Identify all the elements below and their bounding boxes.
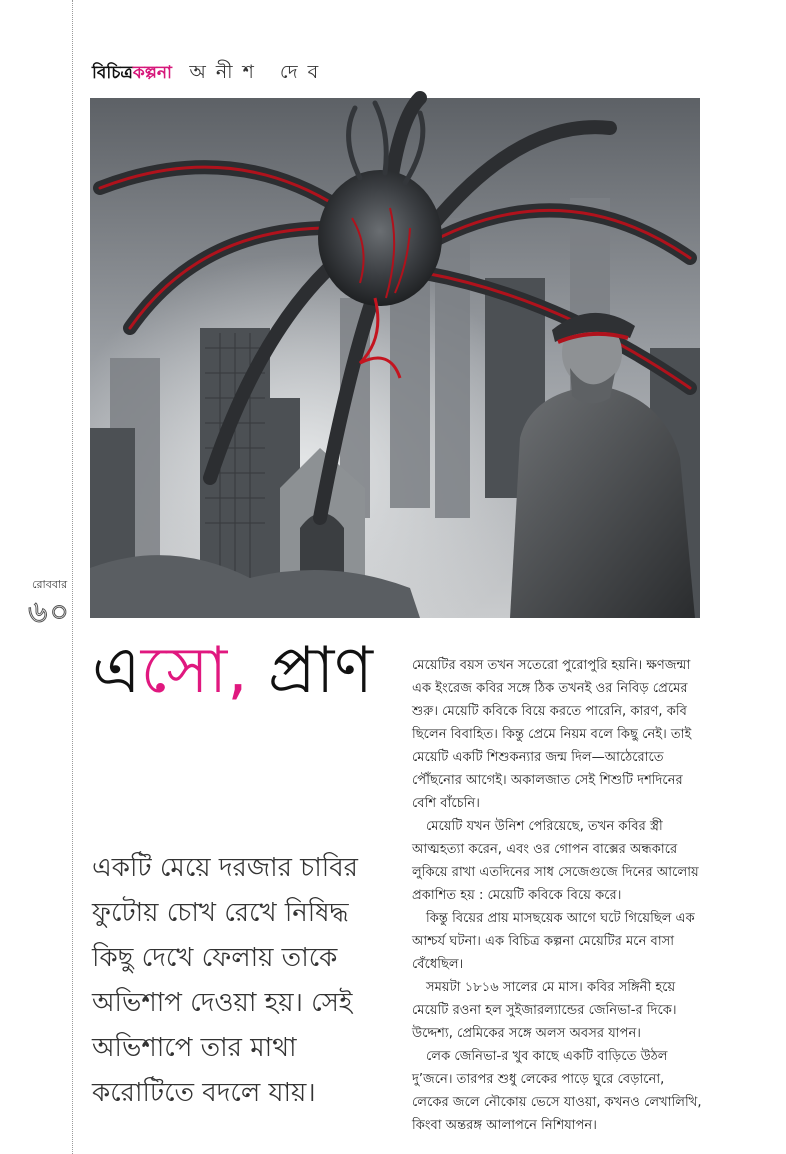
page-margin-rule [72, 0, 73, 1154]
headline-part-2: সো, [140, 634, 248, 708]
pull-quote: একটি মেয়ে দরজার চাবির ফুটোয় চোখ রেখে নিষিদ্ধ কিছু দেখে ফেলায় তাকে অভিশাপ দেওয়া হয়। সেই অভিশাপে তার মাথা করোটিতে বদলে যায়। [92, 853, 358, 1108]
image-credit: ш [778, 702, 786, 712]
headline-part-3: প্রাণ [247, 634, 373, 708]
body-paragraph: লেক জেনিভা-র খুব কাছে একটি বাড়িতে উঠল দু’জনে। তারপর শুধু লেকের পাড়ে ঘুরে বেড়ানো, লেকের জলে নৌকোয় ভেসে যাওয়া, কখনও লেখালিখি, কিংবা অন্তরঙ্গ আলাপনে নিশিযাপন। [412, 1049, 702, 1133]
body-paragraph: কিন্তু বিয়ের প্রায় মাসছয়েক আগে ঘটে গিয়েছিল এক আশ্চর্য ঘটনা। এক বিচিত্র কল্পনা মেয়েটির মনে বাসা বেঁধেছিল। [412, 911, 695, 972]
section-label: বিচিত্র [92, 63, 133, 83]
article-body [412, 654, 702, 1137]
headline-part-1: এ [92, 634, 141, 708]
body-paragraph: সময়টা ১৮১৬ সালের মে মাস। কবির সঙ্গিনী হয়ে মেয়েটি রওনা হল সুইজারল্যান্ডের জেনিভা-র দিকে। উদ্দেশ্য, প্রেমিকের সঙ্গে অলস অবসর যাপন। [412, 980, 677, 1041]
author-name: অনীশ দেব [189, 61, 329, 83]
page-number: ৬০ [28, 595, 72, 630]
body-paragraph: মেয়েটির বয়স তখন সতেরো পুরোপুরি হয়নি। ক্ষণজন্মা এক ইংরেজ কবির সঙ্গে ঠিক তখনই ওর নিবিড় প্রেমের শুরু। মেয়েটি কবিকে বিয়ে করতে পারেনি, কারণ, কবি ছিলেন বিবাহিত। কিন্তু প্রেমে নিয়ম বলে কিছু নেই। তাই মেয়েটি একটি শিশুকন্যার জন্ম দিল—আঠেরোতে পৌঁছনোর আগেই। অকালজাত সেই শিশুটি দশদিনের বেশি বাঁচেনি। [412, 658, 692, 811]
subsection-label: কল্পনা [132, 63, 172, 83]
article-headline [92, 636, 373, 706]
body-paragraph: মেয়েটি যখন উনিশ পেরিয়েছে, তখন কবির স্ত্রী আত্মহত্যা করেন, এবং ওর গোপন বাক্সের অন্ধকারে লুকিয়ে রাখা এতদিনের সাধ সেজেগুজে দিনের আলোয় প্রকাশিত হয় : মেয়েটি কবিকে বিয়ে করে। [412, 819, 699, 903]
folio-label: রোববার [32, 578, 68, 591]
spider-monster-city-illustration-icon [90, 98, 700, 618]
section-rubric [92, 58, 328, 90]
